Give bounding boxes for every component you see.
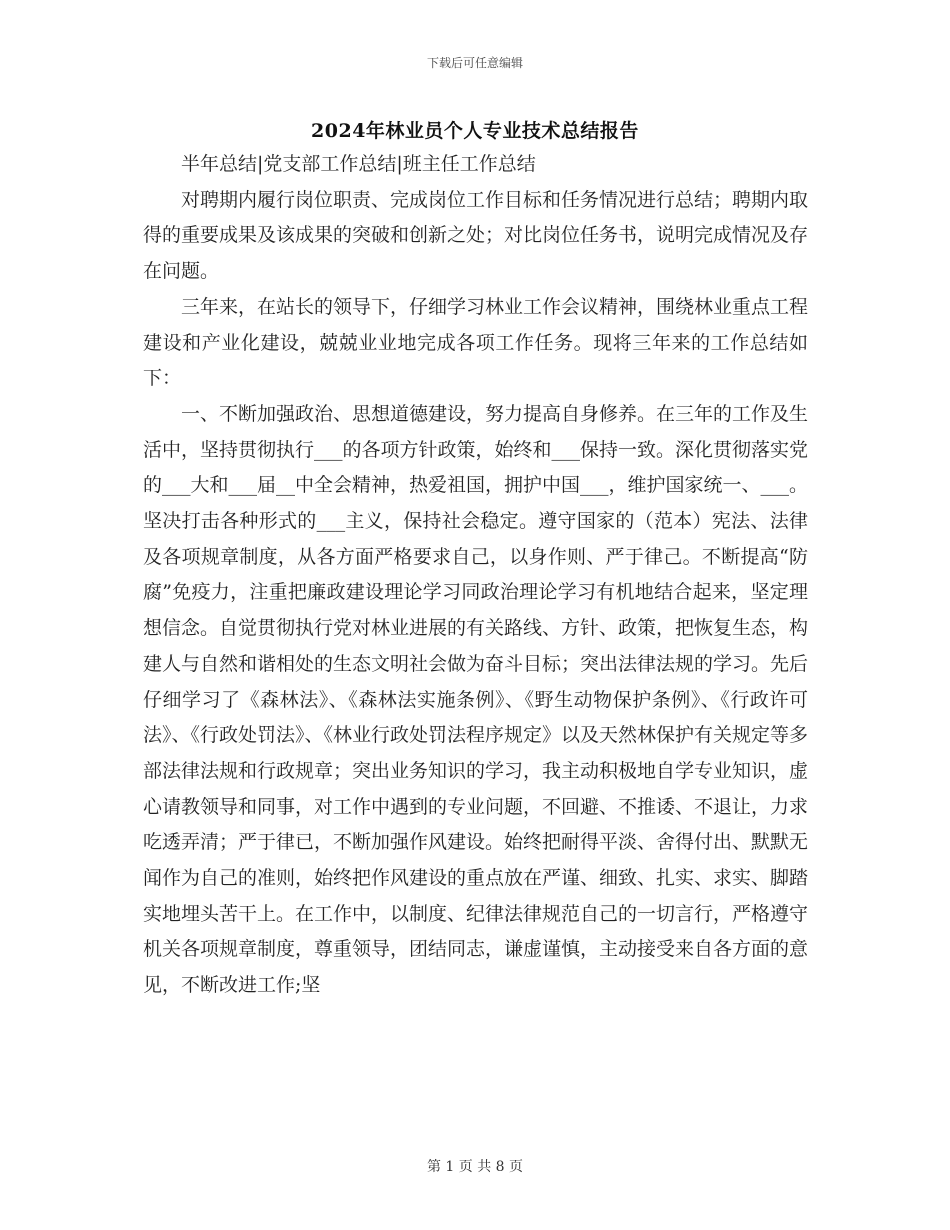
paragraph-section-one: 一、不断加强政治、思想道德建设，努力提高自身修养。在三年的工作及生活中，坚持贯彻执行___的各项方针政策，始终和___保持一致。深化贯彻落实党的___大和___届__中全会精神，热爱祖国，拥护中国___，维护国家统一、___。坚决打击各种形式的___主义，保持社会稳定。遵守国家的（范本）宪法、法律及各项规章制度，从各方面严格要求自己，以身作则、严于律己。不断提高“防腐”免疫力，注重把廉政建设理论学习同政治理论学习有机地结合起来，坚定理想信念。自觉贯彻执行党对林业进展的有关路线、方针、政策，把恢复生态，构建人与自然和谐相处的生态文明社会做为奋斗目标；突出法律法规的学习。先后仔细学习了《森林法》、《森林法实施条例》、《野生动物保护条例》、《行政许可法》、《行政处罚法》、《林业行政处罚法程序规定》以及天然林保护有关规定等多部法律法规和行政规章；突出业务知识的学习，我主动积极地自学专业知识，虚心请教领导和同事，对工作中遇到的专业问题，不回避、不推诿、不退让，力求吃透弄清；严于律已，不断加强作风建设。始终把耐得平淡、舍得付出、默默无闻作为自己的准则，始终把作风建设的重点放在严谨、细致、扎实、求实、脚踏实地埋头苦干上。在工作中，以制度、纪律法律规范自己的一切言行，严格遵守机关各项规章制度，尊重领导，团结同志，谦虚谨慎，主动接受来自各方面的意见，不断改进工作;坚	[143, 402, 809, 997]
document-title: 2024年林业员个人专业技术总结报告	[311, 120, 639, 142]
paragraph-category: 半年总结|党支部工作总结|班主任工作总结	[181, 153, 536, 175]
paragraph-overview: 三年来，在站长的领导下，仔细学习林业工作会议精神，围绕林业重点工程建设和产业化建设，兢兢业业地完成各项工作任务。现将三年来的工作总结如下：	[143, 295, 809, 390]
document-body	[143, 147, 808, 1004]
paragraph-intro: 对聘期内履行岗位职责、完成岗位工作目标和任务情况进行总结；聘期内取得的重要成果及该成果的突破和创新之处；对比岗位任务书，说明完成情况及存在问题。	[143, 188, 809, 283]
header-note: 下载后可任意编辑	[426, 56, 523, 70]
page-footer: 第 1 页 共 8 页	[426, 1159, 524, 1175]
